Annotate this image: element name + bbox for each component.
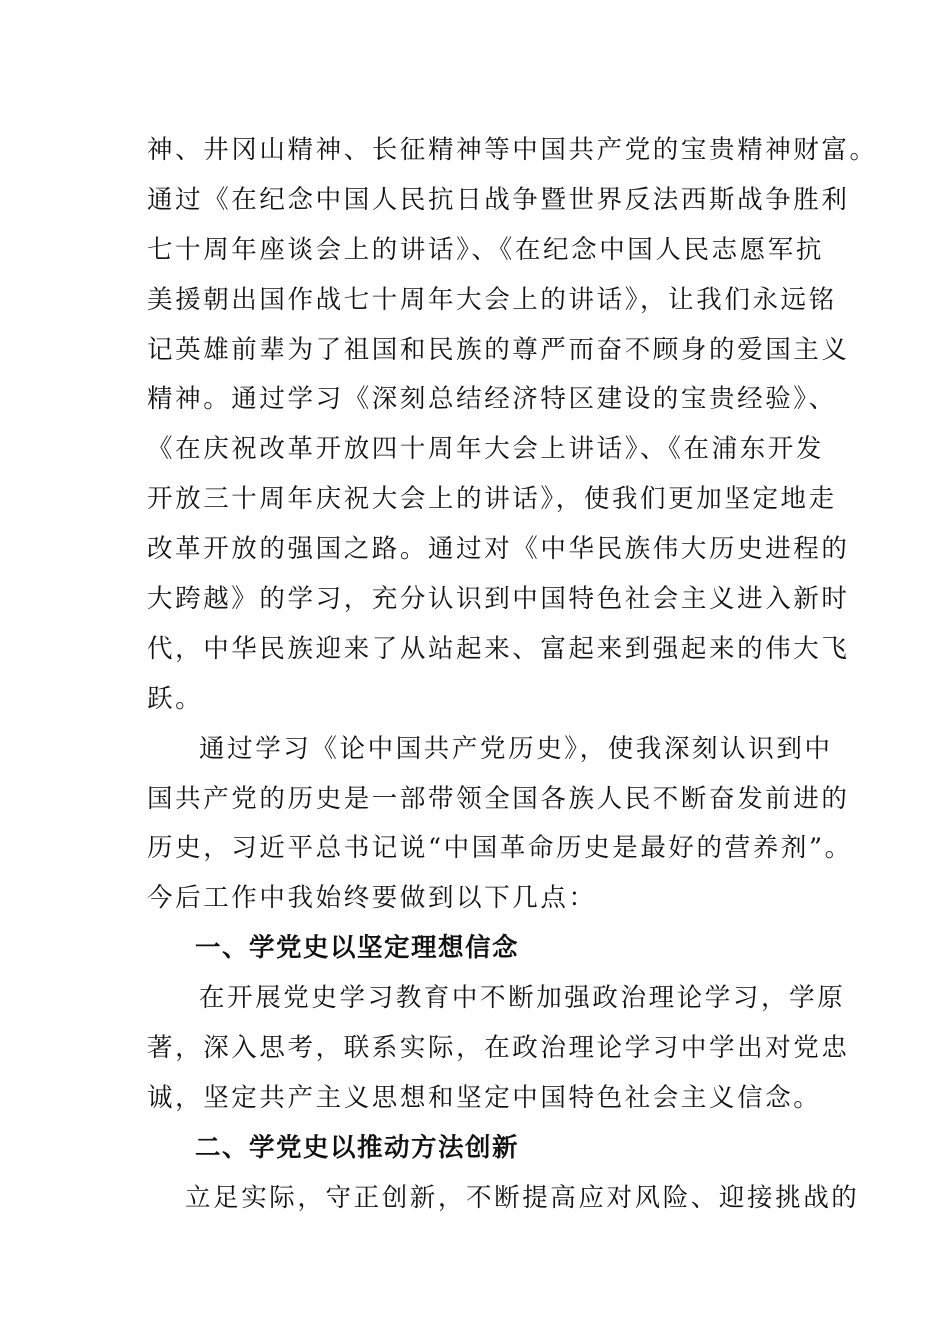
text-line: 神、井冈山精神、长征精神等中国共产党的宝贵精神财富。 bbox=[147, 135, 878, 165]
paragraph-1 bbox=[147, 126, 878, 725]
text-line: 开放三十周年庆祝大会上的讲话》，使我们更加坚定地走 bbox=[147, 484, 837, 515]
document-body bbox=[147, 126, 878, 1224]
text-line: 今后工作中我始终要做到以下几点： bbox=[147, 883, 597, 914]
text-line: 通过《在纪念中国人民抗日战争暨世界反法西斯战争胜利 bbox=[147, 184, 850, 215]
text-line: 诚，坚定共产主义思想和坚定中国特色社会主义信念。 bbox=[147, 1082, 822, 1113]
text-line: 七十周年座谈会上的讲话》、《在纪念中国人民志愿军抗 bbox=[147, 234, 825, 265]
text-line: 著，深入思考，联系实际，在政治理论学习中学出对党忠 bbox=[147, 1033, 850, 1064]
text-line: 历史，习近平总书记说“中国革命历史是最好的营养剂”。 bbox=[147, 833, 853, 864]
text-line: 《在庆祝改革开放四十周年大会上讲话》、《在浦东开发 bbox=[147, 434, 825, 465]
paragraph-4 bbox=[147, 1174, 860, 1224]
text-line: 立足实际，守正创新，不断提高应对风险、迎接挑战的 bbox=[185, 1182, 860, 1213]
text-line: 国共产党的历史是一部带领全国各族人民不断奋发前进的 bbox=[147, 783, 850, 814]
text-line: 精神。通过学习《深刻总结经济特区建设的宝贵经验》、 bbox=[147, 384, 837, 415]
paragraph-3 bbox=[147, 974, 850, 1124]
text-line: 跃。 bbox=[147, 683, 204, 714]
text-line: 改革开放的强国之路。通过对《中华民族伟大历史进程的 bbox=[147, 534, 850, 565]
text-line: 在开展党史学习教育中不断加强政治理论学习，学原 bbox=[199, 983, 846, 1014]
text-line: 代，中华民族迎来了从站起来、富起来到强起来的伟大飞 bbox=[147, 633, 850, 664]
text-line: 美援朝出国作战七十周年大会上的讲话》，让我们永远铭 bbox=[147, 284, 837, 315]
text-line: 通过学习《论中国共产党历史》，使我深刻认识到中 bbox=[199, 733, 833, 764]
section-heading-2: 二、学党史以推动方法创新 bbox=[195, 1132, 520, 1163]
text-line: 记英雄前辈为了祖国和民族的尊严而奋不顾身的爱国主义 bbox=[147, 334, 850, 365]
text-line: 大跨越》的学习，充分认识到中国特色社会主义进入新时 bbox=[147, 584, 850, 615]
section-heading-1: 一、学党史以坚定理想信念 bbox=[195, 933, 520, 964]
paragraph-2 bbox=[147, 725, 853, 925]
